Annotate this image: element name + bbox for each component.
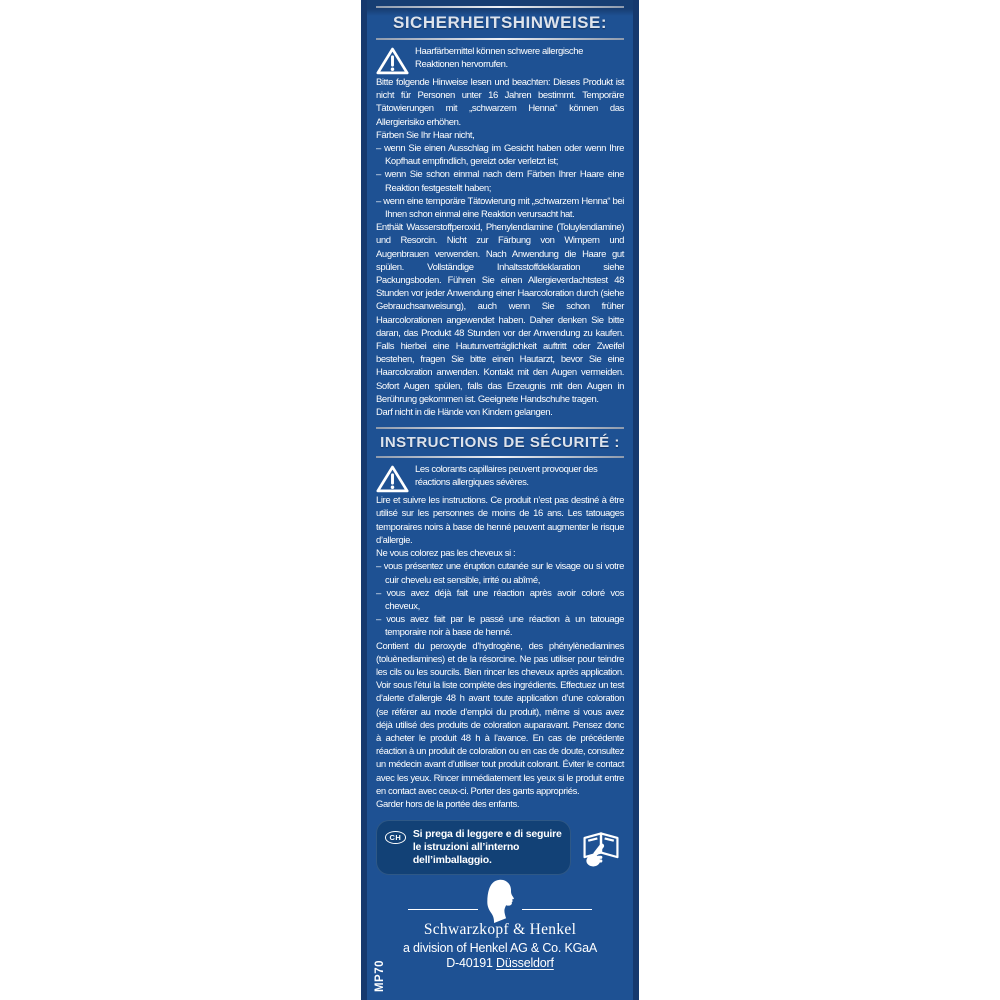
safety-panel (361, 0, 639, 1000)
logo-rule-right (522, 909, 592, 911)
german-warning-text: Haarfärbemittel können schwere allergische Reaktionen hervorrufen. (415, 46, 584, 71)
french-list-intro: Ne vous colorez pas les cheveux si : (376, 548, 516, 560)
swiss-note-row (376, 820, 624, 875)
german-list-intro: Färben Sie Ihr Haar nicht, (376, 129, 475, 141)
french-paragraph-1: Lire et suivre les instructions. Ce produit n’est pas destiné à être utilisé sur les personnes de moins de 16 ans. Les tatouages temporaires noirs à base de henné peuvent augmenter le risque d’allergie. (376, 495, 624, 546)
section-german (376, 6, 624, 419)
french-title: INSTRUCTIONS DE SÉCURITÉ : (380, 434, 620, 452)
company-division: a division of Henkel AG & Co. KGaA (403, 941, 597, 956)
german-bullet-2: – wenn Sie schon einmal nach dem Färben Ihrer Haare eine Reaktion festgestellt haben; (376, 169, 624, 194)
french-closing: Garder hors de la portée des enfants. (376, 798, 520, 810)
german-closing: Darf nicht in die Hände von Kindern gelangen. (376, 407, 553, 419)
french-bullet-2: – vous avez déjà fait une réaction après avoir coloré vos cheveux, (376, 587, 624, 612)
german-warning (376, 45, 624, 76)
french-warning (376, 463, 624, 494)
divider (376, 6, 624, 8)
company-name: Schwarzkopf & Henkel (423, 921, 577, 939)
warning-triangle-icon (376, 464, 409, 494)
german-paragraph-1: Bitte folgende Hinweise lesen und beachten: Dieses Produkt ist nicht für Personen unter 16 Jahren bestimmt. Temporäre Tätowierungen mit „schwarzem Henna“ können das Allergierisiko erhöhen. (376, 77, 624, 128)
swiss-note-pill (376, 820, 571, 875)
logo-rule-left (408, 909, 478, 911)
section-french (376, 427, 624, 811)
footer (376, 879, 624, 970)
warning-triangle-icon (376, 46, 409, 76)
ch-badge-icon: CH (385, 831, 406, 844)
french-paragraph-2: Contient du peroxyde d’hydrogène, des phénylènediamines (toluènediamines) et de la résorcine. Ne pas utiliser pour teindre les cils ou les sourcils. Bien rincer les cheveux après application. Voir sous l’étui la liste complète des ingrédients. Effectuez un test d’alerte d’allergie 48 h avant toute application d’une coloration (se référer au mode d’emploi du produit), même si vous avez déjà utilisé des produits de coloration auparavant. Pensez donc à acheter le produit 48 h à l’avance. En cas de précédente réaction à un produit de coloration ou en cas de doute, consultez un médecin avant d’utiliser tout produit colorant. Éviter le contact avec les yeux. Rincer immédiatement les yeux si le produit entre en contact avec ceux-ci. Porter des gants appropriés. (376, 640, 624, 797)
german-paragraph-2: Enthält Wasserstoffperoxid, Phenylendiamine (Toluylendiamine) und Resorcin. Nicht zur Färbung von Wimpern und Augenbrauen verwenden. Nach Anwendung die Haare gut spülen. Vollständige Inhaltsstoffdeklaration siehe Packungsboden. Führen Sie einen Allergieverdachtstest 48 Stunden vor jeder Anwendung einer Haarcoloration durch (siehe Gebrauchsanweisung), auch wenn Sie schon früher Haarcolorationen angewendet haben. Daher denken Sie bitte daran, das Produkt 48 Stunden vor der Anwendung zu kaufen. Falls hierbei eine Hautunverträglichkeit auftritt oder Zweifel bestehen, fragen Sie bitte einen Hautarzt, bevor Sie eine Haarcoloration anwenden. Kontakt mit den Augen vermeiden. Sofort Augen spülen, falls das Erzeugnis mit den Augen in Berührung gekommen ist. Geeignete Handschuhe tragen. (376, 222, 624, 405)
german-title: SICHERHEITSHINWEISE: (392, 13, 608, 32)
french-warning-text: Les colorants capillaires peuvent provoquer des réactions allergiques sévères. (415, 464, 598, 489)
postal-code: D-40191 (446, 956, 493, 971)
print-code: MP70 (374, 959, 386, 992)
divider (376, 38, 624, 40)
divider (376, 456, 624, 458)
city-name: Düsseldorf (496, 956, 554, 971)
swiss-note-text: Si prega di leggere e di seguire le istruzioni all’interno dell’imballaggio. (412, 828, 562, 867)
divider (376, 427, 624, 429)
german-bullet-1: – wenn Sie einen Ausschlag im Gesicht haben oder wenn Ihre Kopfhaut empfindlich, gereizt oder verletzt ist; (376, 143, 624, 168)
french-bullet-3: – vous avez fait par le passé une réaction à un tatouage temporaire noir à base de henné. (376, 614, 624, 639)
schwarzkopf-head-icon (483, 879, 517, 923)
french-bullet-1: – vous présentez une éruption cutanée sur le visage ou si votre cuir chevelu est sensible, irrité ou abîmé, (376, 561, 624, 586)
company-address (376, 956, 624, 970)
german-bullet-3: – wenn eine temporäre Tätowierung mit „schwarzem Henna“ bei Ihnen schon einmal eine Reaktion verursacht hat. (376, 195, 624, 221)
read-leaflet-icon (578, 827, 624, 869)
schwarzkopf-logo (376, 879, 624, 923)
